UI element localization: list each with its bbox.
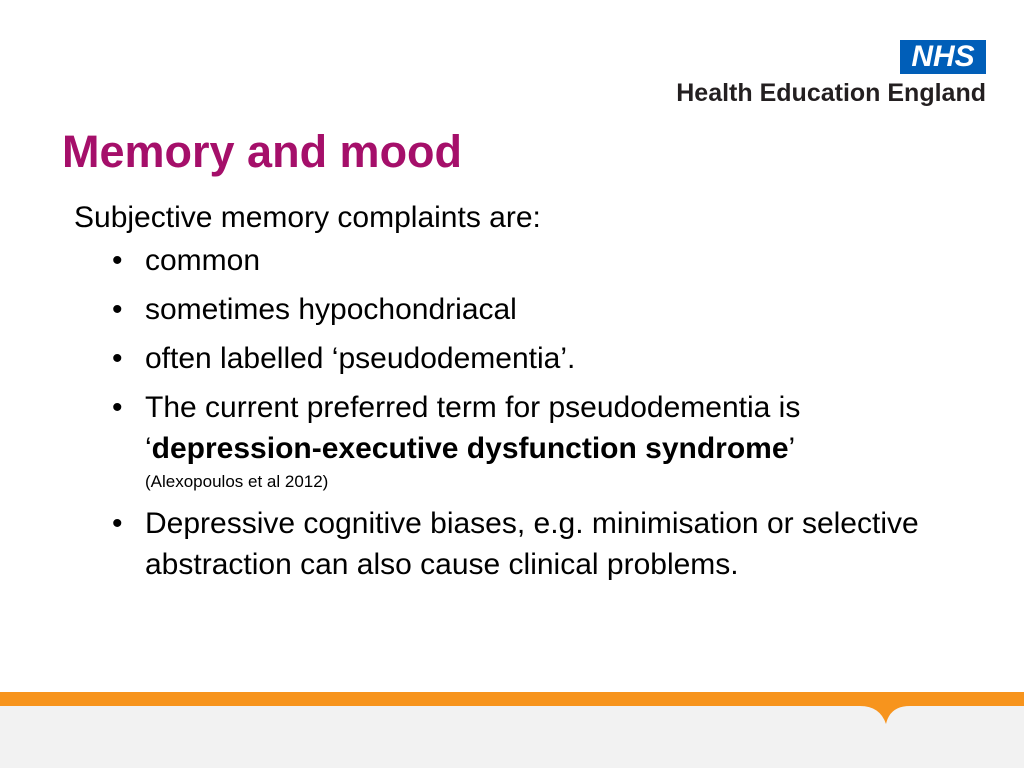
footer-orange-bar (0, 692, 1024, 706)
bullet-list (74, 240, 924, 585)
bullet-item (74, 387, 935, 495)
bullet-text: Depressive cognitive biases, e.g. minimisation or selective abstraction can also cause clinical problems. (145, 507, 919, 581)
bullet-text: sometimes hypochondriacal (145, 293, 517, 326)
nhs-hee-logo (636, 40, 986, 112)
slide-title: Memory and mood (62, 126, 463, 177)
bullet-icon: • (112, 244, 123, 277)
slide-body (74, 196, 924, 593)
bullet-item (74, 289, 935, 330)
intro-text: Subjective memory complaints are: (74, 201, 541, 234)
quote-open: ‘ (145, 432, 152, 465)
bullet-icon: • (112, 293, 123, 326)
bullet-icon: • (112, 391, 123, 424)
bullet-item (74, 503, 935, 585)
bullet-item (74, 240, 935, 281)
citation: (Alexopoulos et al 2012) (145, 472, 329, 491)
bullet-icon: • (112, 507, 123, 540)
organisation-name: Health Education England (676, 79, 986, 107)
bullet-text: common (145, 244, 261, 277)
quote-close: ’ (788, 432, 796, 465)
bullet-text: The current preferred term for pseudodementia is (145, 391, 801, 424)
bullet-item (74, 338, 935, 379)
bullet-icon: • (112, 342, 123, 375)
bullet-text: often labelled ‘pseudodementia’. (145, 342, 576, 375)
emphasised-term: depression-executive dysfunction syndrome (151, 432, 789, 465)
nhs-logo-badge: NHS (900, 40, 986, 74)
footer-notch-shape (860, 706, 910, 724)
